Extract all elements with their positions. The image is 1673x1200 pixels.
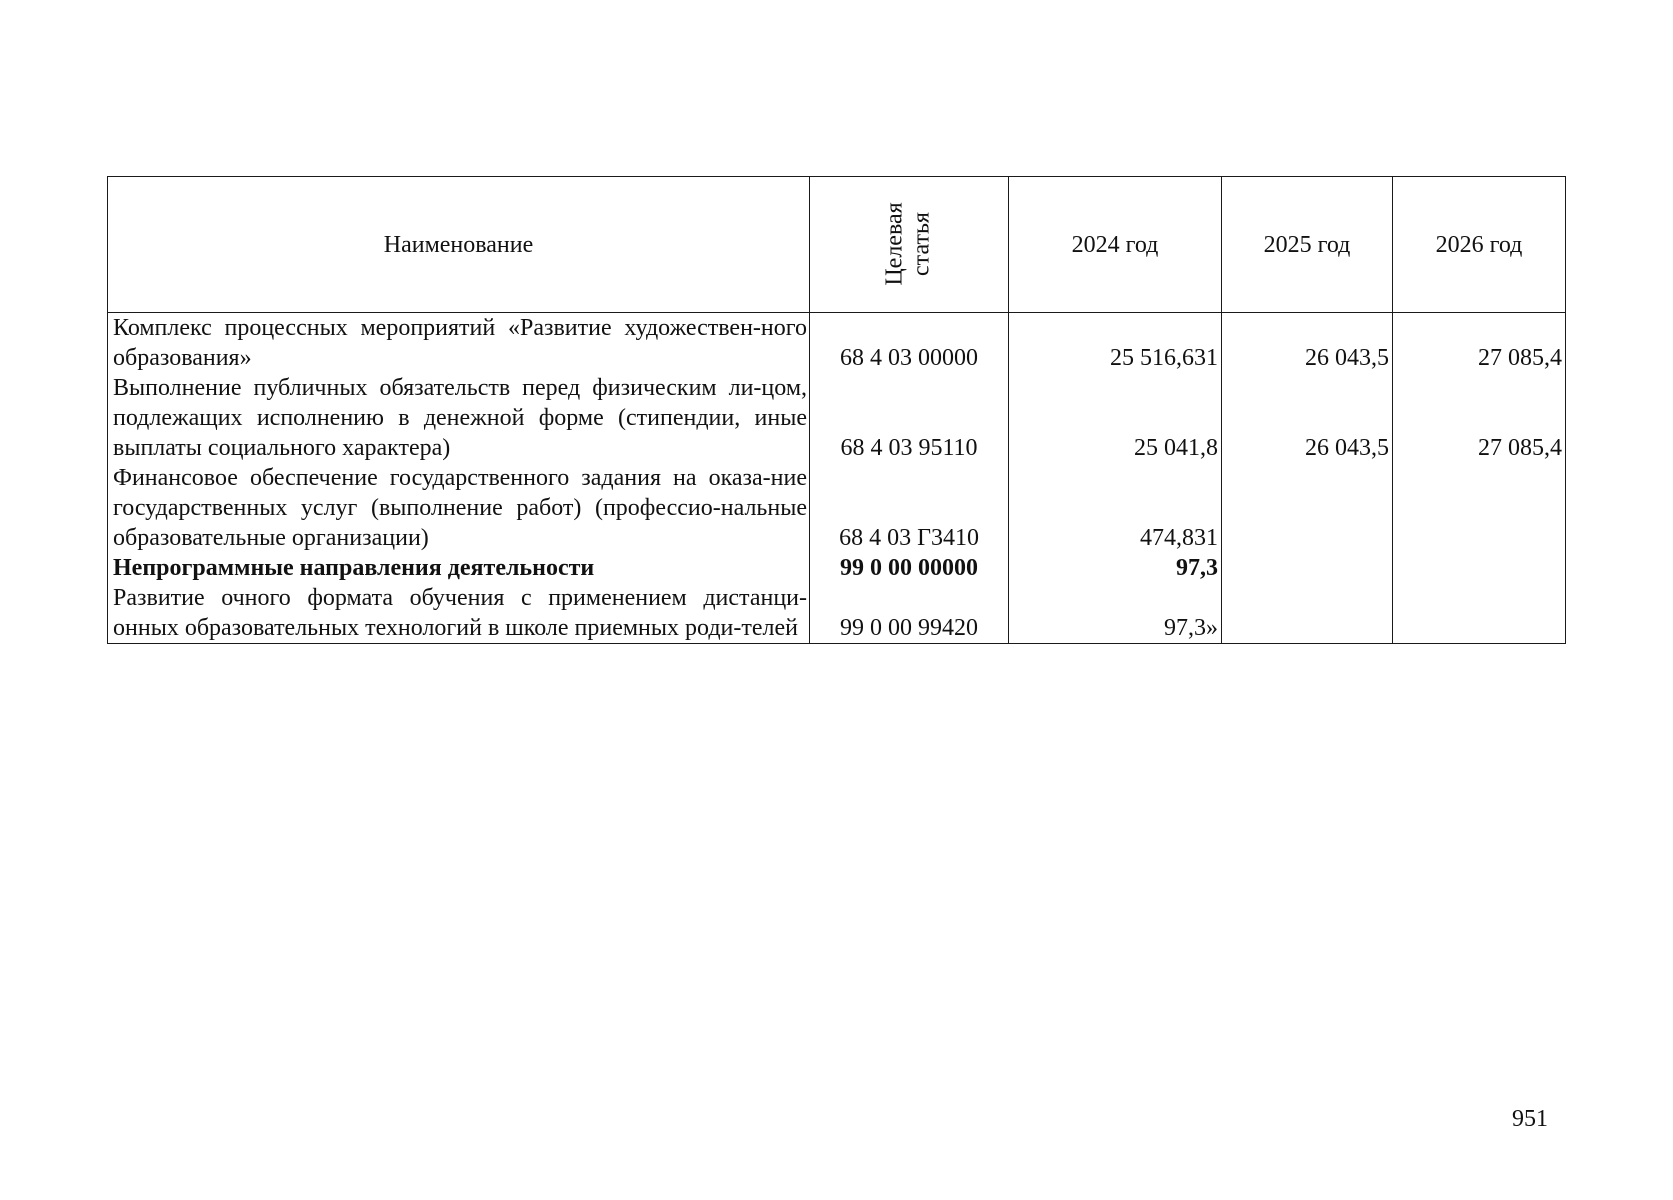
table-row xyxy=(108,463,1566,553)
row-target-article: 68 4 03 Г3410 xyxy=(810,463,1009,553)
header-year-2026: 2026 год xyxy=(1393,177,1566,313)
row-value-2026 xyxy=(1393,553,1566,583)
row-name: Развитие очного формата обучения с применением дистанци-онных образовательных технологий в школе приемных роди-телей xyxy=(108,583,810,644)
row-value-2025: 26 043,5 xyxy=(1222,313,1393,374)
row-value-2024: 97,3 xyxy=(1009,553,1222,583)
header-year-2024: 2024 год xyxy=(1009,177,1222,313)
row-name: Финансовое обеспечение государственного задания на оказа-ние государственных услуг (выполнение работ) (профессио-нальные образовательные организации) xyxy=(108,463,810,553)
page-number: 951 xyxy=(1512,1106,1548,1132)
row-value-2026 xyxy=(1393,583,1566,644)
row-value-2025 xyxy=(1222,583,1393,644)
header-target-article-line2: статья xyxy=(908,212,935,276)
row-value-2026: 27 085,4 xyxy=(1393,313,1566,374)
table-row xyxy=(108,583,1566,644)
table-row xyxy=(108,373,1566,463)
row-value-2026: 27 085,4 xyxy=(1393,373,1566,463)
row-value-2024: 25 516,631 xyxy=(1009,313,1222,374)
row-value-2025: 26 043,5 xyxy=(1222,373,1393,463)
table-row xyxy=(108,313,1566,374)
table-header-row xyxy=(108,177,1566,313)
row-value-2025 xyxy=(1222,463,1393,553)
row-name: Выполнение публичных обязательств перед физическим ли-цом, подлежащих исполнению в денежной форме (стипендии, иные выплаты социального характера) xyxy=(108,373,810,463)
row-name: Комплекс процессных мероприятий «Развитие художествен-ного образования» xyxy=(108,313,810,374)
row-target-article: 99 0 00 99420 xyxy=(810,583,1009,644)
table-row xyxy=(108,553,1566,583)
row-target-article: 99 0 00 00000 xyxy=(810,553,1009,583)
header-target-article xyxy=(810,177,1009,313)
row-target-article: 68 4 03 00000 xyxy=(810,313,1009,374)
row-name: Непрограммные направления деятельности xyxy=(108,553,810,583)
row-value-2024: 97,3» xyxy=(1009,583,1222,644)
header-year-2025: 2025 год xyxy=(1222,177,1393,313)
header-name: Наименование xyxy=(108,177,810,313)
header-target-article-line1: Целевая xyxy=(881,202,908,286)
header-target-article-label xyxy=(882,202,936,285)
row-value-2024: 25 041,8 xyxy=(1009,373,1222,463)
row-value-2026 xyxy=(1393,463,1566,553)
budget-table xyxy=(107,176,1566,644)
row-value-2025 xyxy=(1222,553,1393,583)
row-target-article: 68 4 03 95110 xyxy=(810,373,1009,463)
row-value-2024: 474,831 xyxy=(1009,463,1222,553)
